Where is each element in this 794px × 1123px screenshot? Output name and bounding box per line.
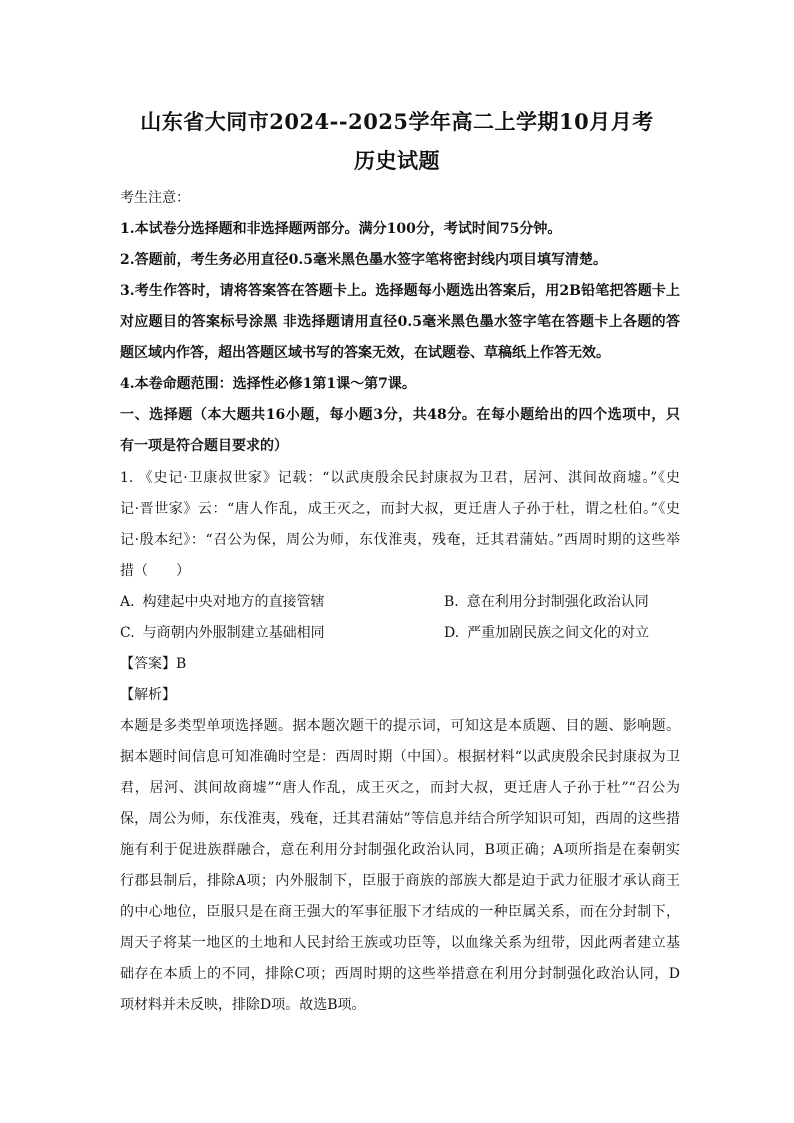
option-letter: B. <box>444 594 459 610</box>
notice-item-3-line-3: 题区域内作答，超出答题区域书写的答案无效，在试题卷、草稿纸上作答无效。 <box>120 345 610 361</box>
option-text: 意在利用分封制强化政治认同 <box>466 594 649 610</box>
option-text: 与商朝内外服制建立基础相同 <box>142 625 325 641</box>
analysis-line: 项材料并未反映，排除D项。故选B项。 <box>120 997 366 1013</box>
answer-line: 【答案】B <box>120 656 187 672</box>
analysis-line: 君，居河、淇间故商墟”“唐人作乱，成王灭之，而封大叔，更迁唐人子孙于杜”“召公为 <box>120 780 680 796</box>
analysis-line: 本题是多类型单项选择题。据本题次题干的提示词，可知这是本质题、目的题、影响题。 <box>120 718 680 734</box>
analysis-line: 础存在本质上的不同，排除C项；西周时期的这些举措意在利用分封制强化政治认同，D <box>120 966 680 982</box>
question-1-stem-line-3: 记·殷本纪》：“召公为保，周公为师，东伐淮夷，残奄，迁其君蒲姑。”西周时期的这些举 <box>120 532 680 548</box>
notice-heading: 考生注意： <box>120 190 190 206</box>
question-1-stem-line-2: 记·晋世家》云：“唐人作乱，成王灭之，而封大叔，更迁唐人子孙于杜，谓之杜伯。”《史 <box>120 501 680 517</box>
notice-item-4: 4.本卷命题范围：选择性必修1第1课～第7课。 <box>120 376 416 392</box>
option-letter: D. <box>444 625 460 641</box>
analysis-line: 的中心地位，臣服只是在商王强大的军事征服下才结成的一种臣属关系，而在分封制下， <box>120 904 680 920</box>
option-text: 构建起中央对地方的直接管辖 <box>142 594 325 610</box>
option-letter: A. <box>120 594 135 610</box>
question-1-stem-line-1: 1. 《史记·卫康叔世家》记载：“以武庚殷余民封康叔为卫君，居河、淇间故商墟。”《史 <box>120 470 680 486</box>
analysis-heading: 【解析】 <box>120 687 176 703</box>
question-1-option-d <box>444 623 649 643</box>
notice-item-3-line-1: 3.考生作答时，请将答案答在答题卡上。选择题每小题选出答案后，用2B铅笔把答题卡上 <box>120 283 680 299</box>
notice-item-1: 1.本试卷分选择题和非选择题两部分。满分100分，考试时间75分钟。 <box>120 221 562 237</box>
notice-item-2: 2.答题前，考生务必用直径0.5毫米黑色墨水签字笔将密封线内项目填写清楚。 <box>120 252 607 268</box>
question-1-option-c <box>120 623 325 643</box>
analysis-line: 据本题时间信息可知准确时空是：西周时期（中国）。根据材料“以武庚殷余民封康叔为卫 <box>120 749 680 765</box>
question-1-stem-line-4: 措（ ） <box>120 563 190 579</box>
option-letter: C. <box>120 625 135 641</box>
question-1-option-b <box>444 592 649 612</box>
analysis-line: 施有利于促进族群融合，意在利用分封制强化政治认同，B项正确；A项所指是在秦朝实 <box>120 842 680 858</box>
analysis-line: 周天子将某一地区的土地和人民封给王族或功臣等，以血缘关系为纽带，因此两者建立基 <box>120 935 680 951</box>
notice-item-3-line-2: 对应题目的答案标号涂黑 非选择题请用直径0.5毫米黑色墨水签字笔在答题卡上各题的答 <box>120 314 680 330</box>
option-text: 严重加剧民族之间文化的对立 <box>467 625 650 641</box>
analysis-line: 保，周公为师，东伐淮夷，残奄，迁其君蒲姑”等信息并结合所学知识可知，西周的这些措 <box>120 811 680 827</box>
section-heading-line-2: 有一项是符合题目要求的） <box>120 438 288 454</box>
document-subtitle: 历史试题 <box>354 148 440 173</box>
section-heading-line-1: 一、选择题（本大题共16小题，每小题3分，共48分。在每小题给出的四个选项中，只 <box>120 407 680 423</box>
question-1-option-a <box>120 592 325 612</box>
analysis-line: 行郡县制后，排除A项；内外服制下，臣服于商族的部族大都是迫于武力征服才承认商王 <box>120 873 680 889</box>
document-title: 山东省大同市2024--2025学年高二上学期10月月考 <box>140 109 654 134</box>
